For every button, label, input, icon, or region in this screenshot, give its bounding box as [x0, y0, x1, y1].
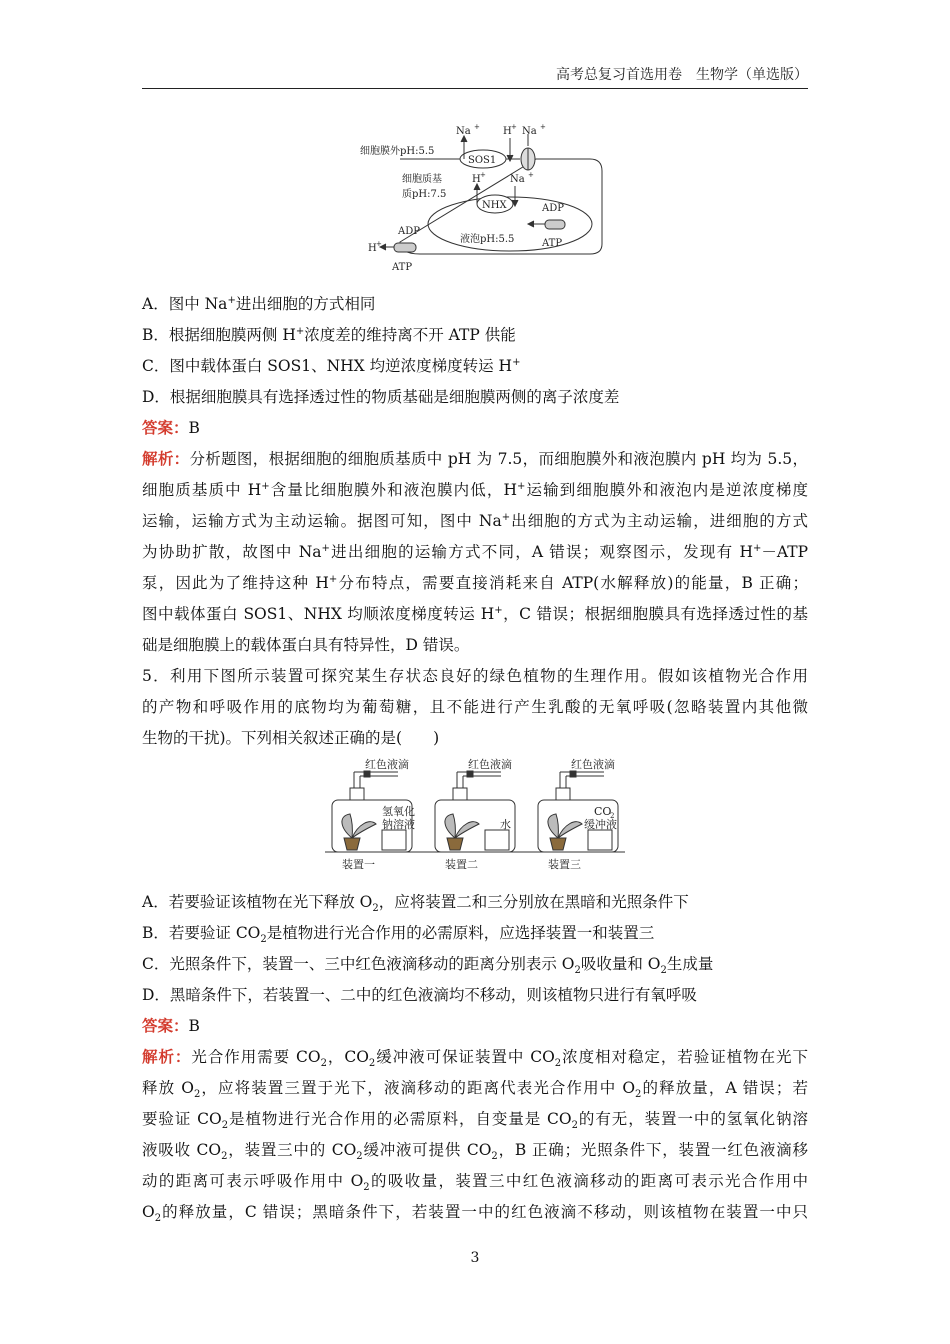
naoh-label-1: 氢氧化: [382, 805, 415, 818]
svg-text:+: +: [511, 124, 517, 131]
na-label-3: Na: [510, 174, 525, 185]
nhx-label: NHX: [482, 200, 507, 211]
q5-stem-line-2: 的产物和呼吸作用的底物均为葡萄糖，且不能进行产生乳酸的无氧呼吸(忽略装置内其他微: [142, 698, 808, 716]
page-header: 高考总复习首选用卷 生物学（单选版）: [142, 64, 808, 89]
vacuole-label: 液泡pH:5.5: [460, 234, 515, 245]
h-label-1: H: [503, 126, 512, 137]
water-label: 水: [500, 818, 511, 831]
svg-text:+: +: [376, 240, 382, 248]
na-label-1: Na: [456, 126, 471, 137]
q5-analysis-line-4: 液吸收 $CO_2$，装置三中的 $CO_2$缓冲液可提供 $CO_2$，B 正确；光照条件下，装置一红色液滴移: [142, 1141, 808, 1163]
q4-analysis-line-6: 图中载体蛋白 SOS1、NHX 均顺浓度梯度转运 H+，C 错误；根据细胞膜具有选择透过性的基: [142, 604, 808, 623]
droplet-label-3: 红色液滴: [571, 758, 615, 771]
q4-analysis-line-3: 运输，运输方式为主动运输。据图可知，图中 Na+出细胞的方式为主动运输，进细胞的方式: [142, 511, 808, 530]
device-1-label: 装置一: [342, 858, 375, 871]
q4-analysis-line-2: 细胞质基质中 H+含量比细胞膜外和液泡膜内低，H+运输到细胞膜外和液泡内是逆浓度梯度: [142, 480, 808, 499]
q4-analysis-line-1: 解析：分析题图，根据细胞的细胞质基质中 pH 为 7.5，而细胞膜外和液泡膜内 pH 均为 5.5，: [142, 449, 808, 468]
svg-text:2: 2: [610, 812, 615, 820]
membrane-atp-pump: [394, 243, 416, 252]
outside-ph-label: 细胞膜外pH:5.5: [360, 146, 435, 157]
q4-option-a: A．图中 Na+进出细胞的方式相同: [142, 294, 376, 313]
q4-option-b: B．根据细胞膜两侧 H+浓度差的维持离不开 ATP 供能: [142, 325, 516, 344]
q4-option-c: C．图中载体蛋白 SOS1、NHX 均逆浓度梯度转运 H+: [142, 356, 521, 375]
co2-label: CO: [594, 805, 612, 818]
device-2: [435, 771, 515, 852]
sos1-label: SOS1: [468, 155, 497, 166]
q5-option-b: B．若要验证 $CO_2$是植物进行光合作用的必需原料，应选择装置一和装置三: [142, 924, 655, 946]
droplet-label-2: 红色液滴: [468, 758, 512, 771]
svg-text:+: +: [540, 124, 546, 131]
svg-text:+: +: [480, 171, 486, 179]
q4-option-d: D．根据细胞膜具有选择透过性的物质基础是细胞膜两侧的离子浓度差: [142, 388, 620, 406]
q4-answer: 答案：B: [142, 418, 200, 437]
h-label-3: H: [368, 243, 377, 254]
q5-option-a: A．若要验证该植物在光下释放 $O_2$，应将装置二和三分别放在黑暗和光照条件下: [142, 893, 689, 915]
device-3-label: 装置三: [548, 858, 581, 871]
h-label-2: H: [472, 174, 481, 185]
q5-stem-line-1: 5．利用下图所示装置可探究某生存状态良好的绿色植物的生理作用。假如该植物光合作用: [142, 667, 808, 685]
page-number: 3: [470, 1250, 480, 1266]
buffer-label: 缓冲液: [584, 818, 617, 831]
adp-label-2: ADP: [398, 226, 420, 237]
droplet-label-1: 红色液滴: [365, 758, 409, 771]
cytosol-label-2: 质pH:7.5: [402, 189, 447, 200]
q4-analysis-line-4: 为协助扩散，故图中 Na+进出细胞的运输方式不同，A 错误；观察图示，发现有 H+－ATP: [142, 542, 809, 561]
atp-label-2: ATP: [392, 262, 413, 273]
q5-stem-line-3: 生物的干扰)。下列相关叙述正确的是( ): [142, 729, 440, 747]
q5-analysis-line-5: 动的距离可表示呼吸作用中 $O_2$的吸收量，装置三中红色液滴移动的距离可表示光合作用中: [142, 1172, 808, 1194]
q5-analysis-line-1: 解析：光合作用需要 $CO_2$，$CO_2$缓冲液可保证装置中 $CO_2$浓度相对稳定，若验证植物在光下: [142, 1047, 808, 1070]
q4-analysis-line-7: 础是细胞膜上的载体蛋白具有特异性，D 错误。: [142, 636, 470, 654]
na-label-2: Na: [522, 126, 537, 137]
cell-diagram: [360, 124, 620, 279]
q4-analysis-line-5: 泵，因此为了维持这种 H+分布特点，需要直接消耗来自 ATP(水解释放)的能量，B 正确；: [142, 573, 808, 592]
atp-label-1: ATP: [542, 238, 563, 249]
q5-option-c: C．光照条件下，装置一、三中红色液滴移动的距离分别表示 $O_2$吸收量和 $O_2$生成量: [142, 955, 714, 977]
svg-text:+: +: [474, 124, 480, 131]
q5-analysis-line-3: 要验证 $CO_2$是植物进行光合作用的必需原料，自变量是 $CO_2$的有无，装置一中的氢氧化钠溶: [142, 1110, 808, 1132]
vacuole-atp-pump: [545, 220, 565, 229]
device-2-label: 装置二: [445, 858, 478, 871]
svg-text:+: +: [528, 171, 534, 179]
devices-diagram: [320, 758, 630, 878]
naoh-label-2: 钠溶液: [382, 818, 415, 831]
adp-label-1: ADP: [542, 203, 564, 214]
q5-answer: 答案：B: [142, 1016, 200, 1035]
cytosol-label-1: 细胞质基: [402, 174, 442, 185]
q5-analysis-line-2: 释放 $O_2$，应将装置三置于光下，液滴移动的距离代表光合作用中 $O_2$的释放量，A 错误；若: [142, 1079, 809, 1101]
q5-analysis-line-6: $O_2$的释放量，C 错误；黑暗条件下，若装置一中的红色液滴不移动，则该植物在装置一中只: [142, 1203, 808, 1225]
q5-option-d: D．黑暗条件下，若装置一、二中的红色液滴均不移动，则该植物只进行有氧呼吸: [142, 986, 697, 1004]
